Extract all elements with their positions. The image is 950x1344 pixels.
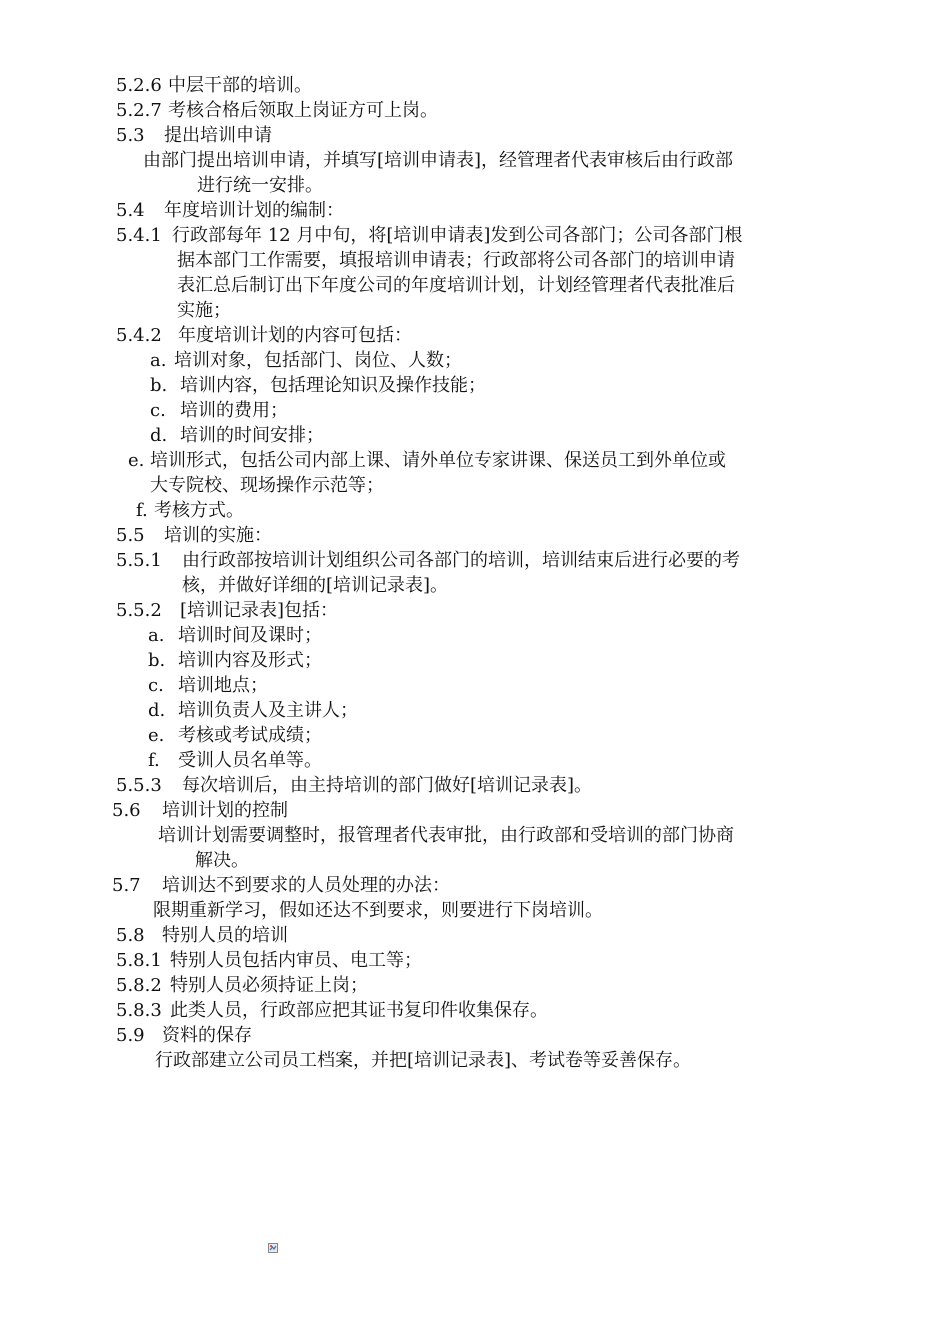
list-item: b. 培训内容，包括理论知识及操作技能；	[150, 375, 486, 396]
line-5-4-1: 5.4.1 行政部每年 12 月中旬，将[培训申请表]发到公司各部门；公司各部门根	[116, 225, 743, 246]
paragraph-line: 核，并做好详细的[培训记录表]。	[182, 575, 449, 596]
heading-5-6: 5.6 培训计划的控制	[112, 800, 288, 821]
list-item: c. 培训地点；	[148, 675, 268, 696]
line-5-5-1: 5.5.1 由行政部按培训计划组织公司各部门的培训，培训结束后进行必要的考	[116, 550, 740, 571]
heading-5-7: 5.7 培训达不到要求的人员处理的办法：	[112, 875, 450, 896]
list-item: a. 培训时间及课时；	[148, 625, 322, 646]
heading-5-8: 5.8 特别人员的培训	[116, 925, 288, 946]
paragraph-line: 行政部建立公司员工档案，并把[培训记录表]、考试卷等妥善保存。	[155, 1050, 692, 1071]
paragraph-line: 实施；	[177, 300, 231, 321]
paragraph-line: 大专院校、现场操作示范等；	[150, 475, 384, 496]
broken-image-icon	[268, 1243, 278, 1253]
line-5-2-7: 5.2.7 考核合格后领取上岗证方可上岗。	[116, 100, 438, 121]
line-5-2-6: 5.2.6 中层干部的培训。	[116, 75, 312, 96]
line-5-5-2: 5.5.2 [培训记录表]包括：	[116, 600, 339, 621]
paragraph-line: 解决。	[195, 850, 249, 871]
list-item: e. 考核或考试成绩；	[148, 725, 322, 746]
list-item: d. 培训负责人及主讲人；	[148, 700, 358, 721]
paragraph-line: 表汇总后制订出下年度公司的年度培训计划，计划经管理者代表批准后	[177, 275, 735, 296]
list-item: e. 培训形式，包括公司内部上课、请外单位专家讲课、保送员工到外单位或	[128, 450, 726, 471]
list-item: b. 培训内容及形式；	[148, 650, 322, 671]
line-5-8-1: 5.8.1 特别人员包括内审员、电工等；	[116, 950, 422, 971]
heading-5-3: 5.3 提出培训申请	[116, 125, 272, 146]
paragraph-line: 进行统一安排。	[197, 175, 323, 196]
list-item: d. 培训的时间安排；	[150, 425, 324, 446]
heading-5-5: 5.5 培训的实施：	[116, 525, 272, 546]
line-5-5-3: 5.5.3 每次培训后，由主持培训的部门做好[培训记录表]。	[116, 775, 593, 796]
heading-5-9: 5.9 资料的保存	[116, 1025, 252, 1046]
list-item: c. 培训的费用；	[150, 400, 288, 421]
line-5-8-3: 5.8.3 此类人员，行政部应把其证书复印件收集保存。	[116, 1000, 548, 1021]
line-5-8-2: 5.8.2 特别人员必须持证上岗；	[116, 975, 368, 996]
line-5-4-2: 5.4.2 年度培训计划的内容可包括：	[116, 325, 412, 346]
paragraph-line: 据本部门工作需要，填报培训申请表；行政部将公司各部门的培训申请	[177, 250, 735, 271]
paragraph-line: 培训计划需要调整时，报管理者代表审批，由行政部和受培训的部门协商	[158, 825, 734, 846]
paragraph-line: 限期重新学习，假如还达不到要求，则要进行下岗培训。	[153, 900, 603, 921]
paragraph-line: 由部门提出培训申请，并填写[培训申请表]，经管理者代表审核后由行政部	[143, 150, 734, 171]
list-item: f. 考核方式。	[136, 500, 244, 521]
list-item: a. 培训对象，包括部门、岗位、人数；	[150, 350, 462, 371]
list-item: f. 受训人员名单等。	[148, 750, 322, 771]
heading-5-4: 5.4 年度培训计划的编制：	[116, 200, 344, 221]
